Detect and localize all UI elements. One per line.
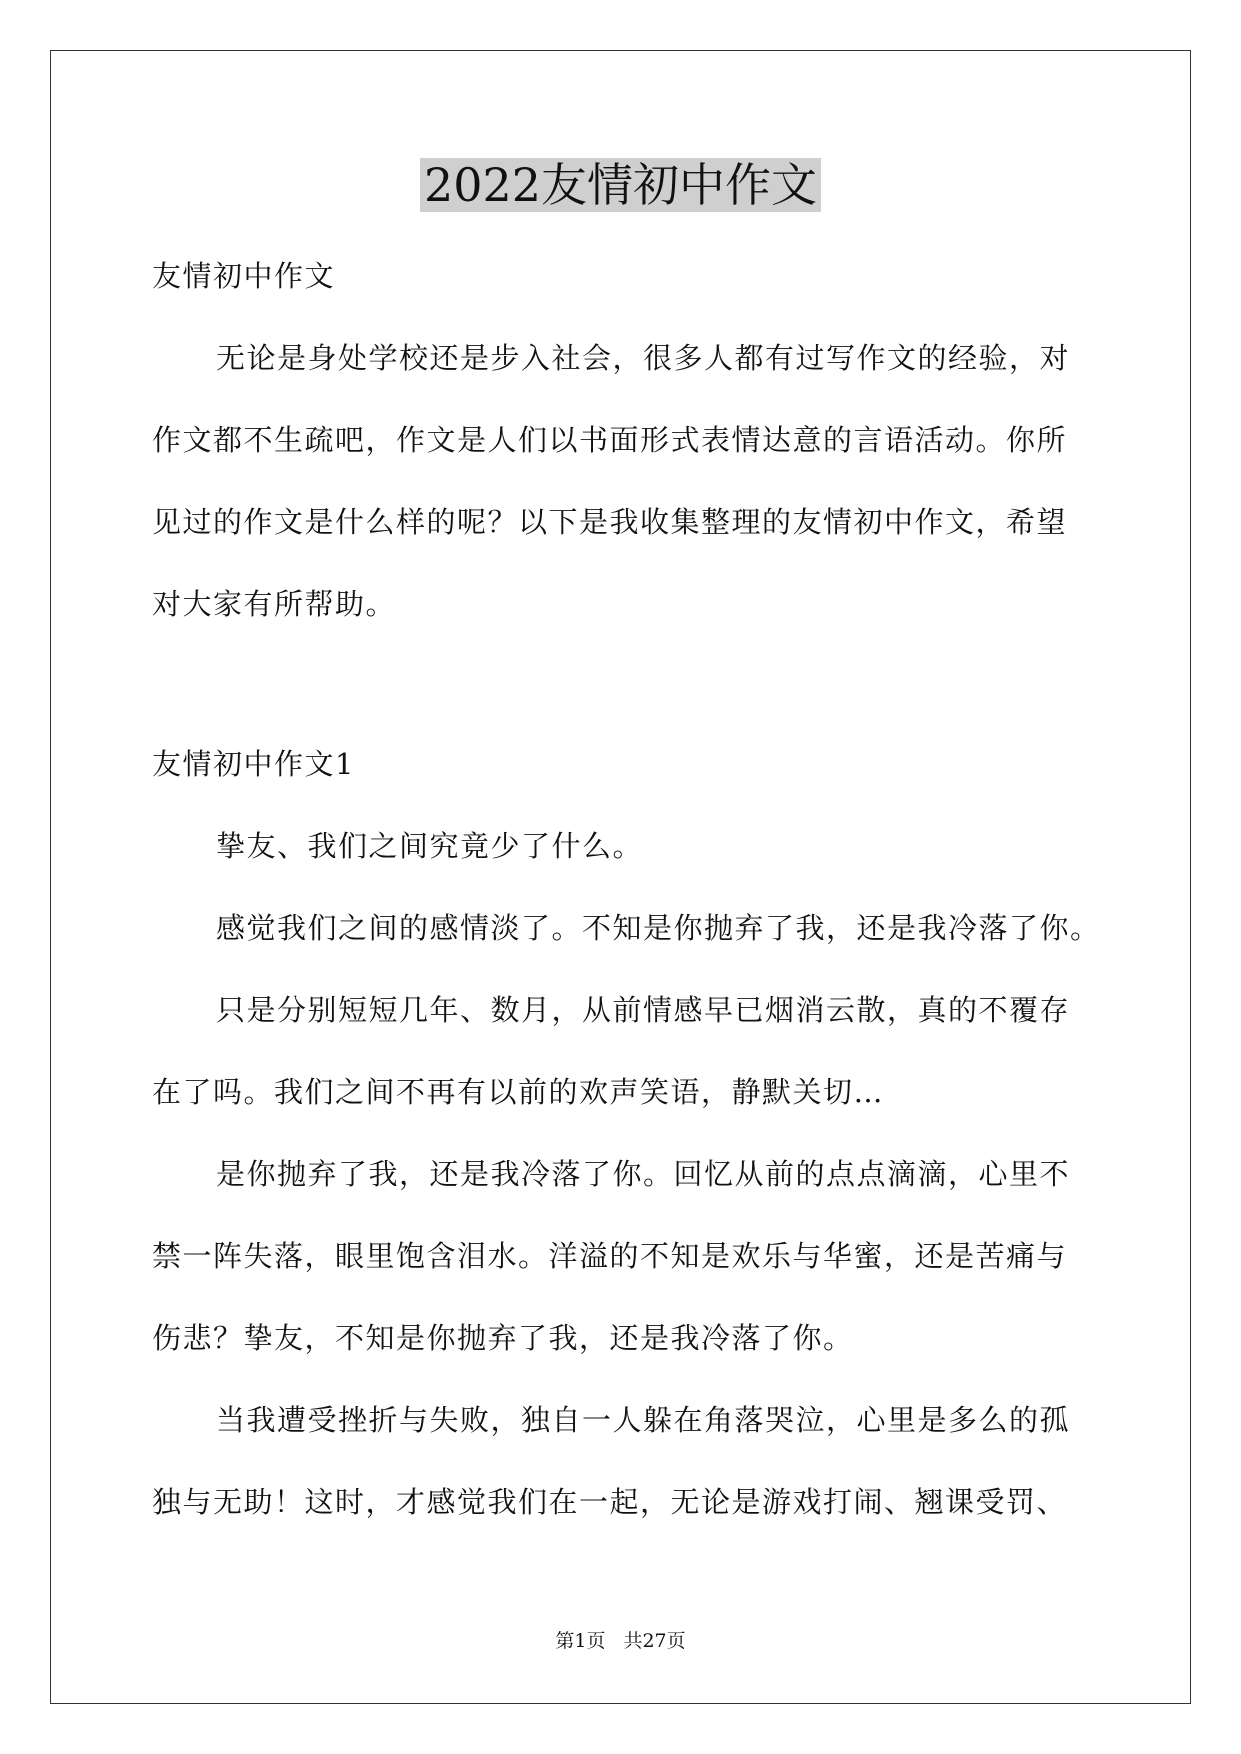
text-line: 是你抛弃了我，还是我冷落了你。回忆从前的点点滴滴，心里不	[216, 1157, 1071, 1191]
page-border	[50, 50, 1191, 1704]
text-line: 当我遭受挫折与失败，独自一人躲在角落哭泣，心里是多么的孤	[216, 1403, 1071, 1437]
page-total: 共27页	[623, 1630, 686, 1652]
text-line: 禁一阵失落，眼里饱含泪水。洋溢的不知是欢乐与华蜜，还是苦痛与	[152, 1239, 1068, 1273]
text-line: 无论是身处学校还是步入社会，很多人都有过写作文的经验，对	[216, 341, 1071, 375]
document-title-text: 2022友情初中作文	[420, 158, 821, 212]
text-line: 伤悲？挚友，不知是你抛弃了我，还是我冷落了你。	[152, 1321, 854, 1355]
document-title	[0, 154, 1241, 216]
text-line: 在了吗。我们之间不再有以前的欢声笑语，静默关切…	[152, 1075, 885, 1109]
text-line: 挚友、我们之间究竟少了什么。	[216, 829, 644, 863]
page-number: 第1页	[555, 1630, 606, 1652]
text-line: 见过的作文是什么样的呢？以下是我收集整理的友情初中作文，希望	[152, 505, 1068, 539]
text-line: 独与无助！这时，才感觉我们在一起，无论是游戏打闹、翘课受罚、	[152, 1485, 1068, 1519]
text-line: 作文都不生疏吧，作文是人们以书面形式表情达意的言语活动。你所	[152, 423, 1068, 457]
text-line: 对大家有所帮助。	[152, 587, 397, 621]
page-footer	[0, 1629, 1241, 1653]
text-line: 只是分别短短几年、数月，从前情感早已烟消云散，真的不覆存	[216, 993, 1071, 1027]
text-line: 友情初中作文	[152, 259, 336, 293]
text-line: 感觉我们之间的感情淡了。不知是你抛弃了我，还是我冷落了你。	[216, 911, 1101, 945]
text-line: 友情初中作文1	[152, 747, 355, 781]
